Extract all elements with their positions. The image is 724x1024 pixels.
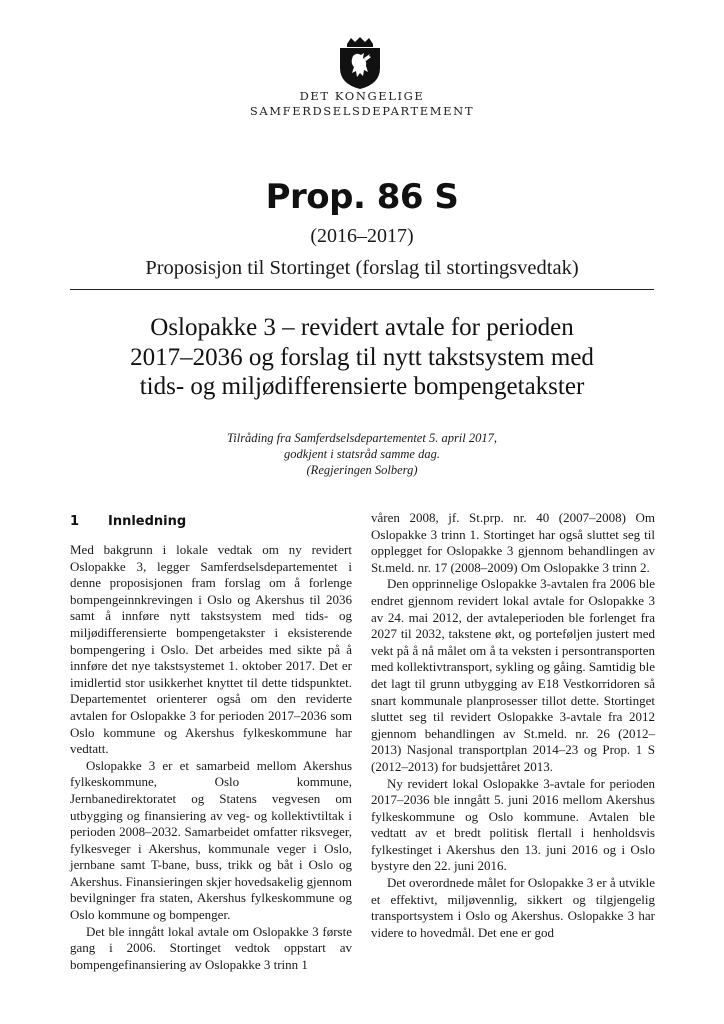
document-title bbox=[70, 313, 654, 402]
left-column bbox=[70, 542, 352, 973]
ministry-name-line1: DET KONGELIGE bbox=[299, 89, 425, 103]
paragraph: Det ble inngått lokal avtale om Oslopakke 3 første gang i 2006. Stortinget vedtok oppstart av bompengefinansiering av Oslopakke 3 trinn 1 bbox=[70, 923, 352, 972]
paragraph: Det overordnede målet for Oslopakke 3 er å utvikle et effektivt, miljøvennlig, sikkert og tilgjengelig transportsystem i Oslo og Akershus. Oslopakke 3 har videre to hovedmål. Det ene er god bbox=[371, 875, 655, 940]
section-heading bbox=[70, 512, 352, 532]
proposition-subtitle: Proposisjon til Stortinget (forslag til stortingsvedtak) bbox=[145, 257, 579, 279]
right-column bbox=[371, 510, 655, 941]
section-number: 1 bbox=[70, 514, 80, 529]
ministry-name-line2: SAMFERDSELSDEPARTEMENT bbox=[249, 104, 475, 118]
paragraph: våren 2008, jf. St.prp. nr. 40 (2007–2008) Om Oslopakke 3 trinn 1. Stortinget har også sluttet seg til opplegget for Oslopakke 3 gjennom behandlingen av St.meld. nr. 17 (2008–2009) Om Oslopakke 3 trinn 2. bbox=[371, 510, 655, 575]
approval-note bbox=[70, 430, 654, 478]
document-title-line1: Oslopakke 3 – revidert avtale for perioden bbox=[150, 314, 574, 341]
approval-line2: godkjent i statsråd samme dag. bbox=[284, 447, 440, 461]
document-title-line3: tids- og miljødifferensierte bompengetakster bbox=[139, 373, 585, 400]
document-title-line2: 2017–2036 og forslag til nytt takstsystem med bbox=[130, 343, 594, 371]
approval-line3: (Regjeringen Solberg) bbox=[306, 463, 418, 477]
norwegian-coat-of-arms-icon bbox=[337, 36, 383, 90]
paragraph: Med bakgrunn i lokale vedtak om ny revidert Oslopakke 3, legger Samferdselsdepartementet i denne proposisjonen fram forslag om å forlenge bompengeinnkrevingen i Oslo og Akershus til 2036 samt å innføre nytt takstsystem med tids- og miljødifferensierte bompengetakster i eksisterende bompengering i Oslo. Det arbeides med sikte på å innføre det nye takstsystemet 1. oktober 2017. Det er imidlertid stor usikkerhet knyttet til dette tidspunktet. Departementet orienterer også om den reviderte avtalen for Oslopakke 3 for perioden 2017–2036 som Oslo kommune og Akershus fylkeskommune har vedtatt. bbox=[70, 542, 352, 757]
session-years: (2016–2017) bbox=[310, 225, 414, 247]
proposition-number: Prop. 86 S bbox=[265, 177, 459, 217]
approval-line1: Tilråding fra Samferdselsdepartementet 5. april 2017, bbox=[226, 431, 498, 445]
title-divider bbox=[70, 289, 654, 290]
paragraph: Oslopakke 3 er et samarbeid mellom Akershus fylkeskommune, Oslo kommune, Jernbanedirektoratet og Statens vegvesen om utbygging og finansiering av veg- og kollektivtiltak i perioden 2008–2032. Samarbeidet omfatter riksveger, fylkesveger i Akershus, kommunale veger i Oslo, jernbane samt T-bane, buss, trikk og båt i Oslo og Akershus. Finansieringen skjer hovedsakelig gjennom bevilgninger fra staten, Akershus fylkeskommune og Oslo kommune og bompenger. bbox=[70, 757, 352, 923]
paragraph: Ny revidert lokal Oslopakke 3-avtale for perioden 2017–2036 ble inngått 5. juni 2016 mellom Akershus fylkeskommune og Oslo kommune. Avtalen ble vedtatt av et bredt politisk flertall i henholdsvis fylkestinget i Akershus den 13. juni 2016 og i Oslo bystyre den 22. juni 2016. bbox=[371, 775, 655, 874]
section-title: Innledning bbox=[108, 514, 187, 529]
paragraph: Den opprinnelige Oslopakke 3-avtalen fra 2006 ble endret gjennom revidert lokal avtale for Oslopakke 3 av 24. mai 2012, der avtaleperioden ble forlenget fra 2027 til 2032, takstene økt, og porteføljen justert med vekt på å nå målet om å ta veksten i persontransporten med kollektivtransport, sykling og gåing. Samtidig ble det lagt til grunn utbygging av E18 Vestkorridoren så snart kommunale planprosesser tillot dette. Stortinget sluttet seg til revidert Oslopakke 3-avtale fra 2012 gjennom behandlingen av St.meld. nr. 26 (2012–2013) Nasjonal transportplan 2014–23 og Prop. 1 S (2012–2013) for budsjettåret 2013. bbox=[371, 576, 655, 774]
